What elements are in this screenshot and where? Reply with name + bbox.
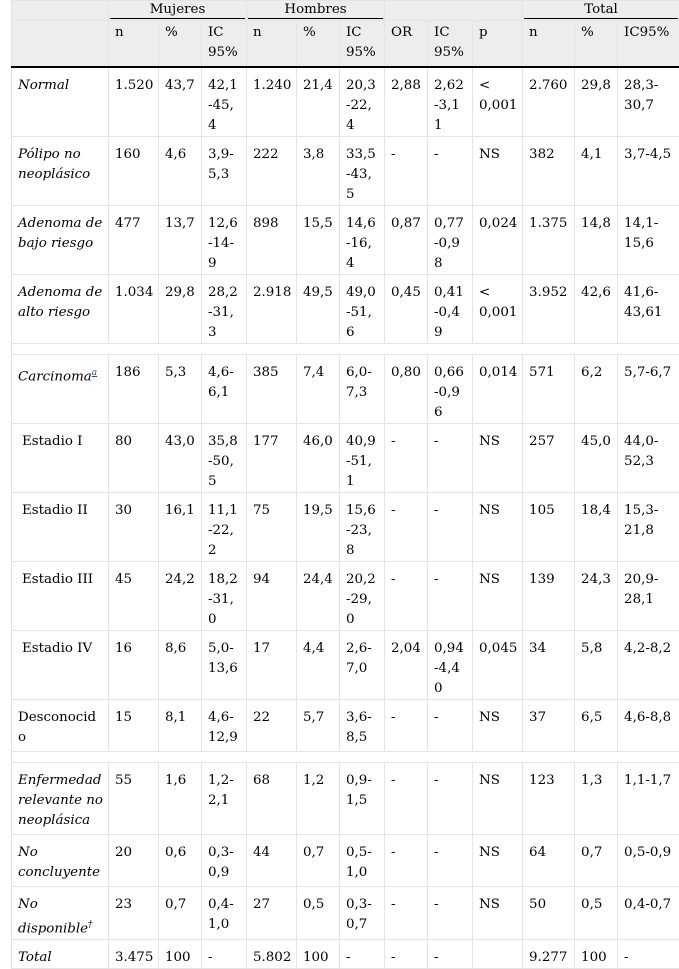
- cell-or: 0,45: [385, 275, 428, 344]
- cell-m-n: 45: [109, 562, 159, 631]
- cell-h-pct: 3,8: [297, 137, 340, 206]
- cell-h-n: 385: [247, 355, 297, 424]
- cell-or: 0,80: [385, 355, 428, 424]
- cell-h-n: 222: [247, 137, 297, 206]
- cell-m-pct: 5,3: [159, 355, 202, 424]
- cell-m-pct: 43,0: [159, 424, 202, 493]
- spacer-row: [12, 344, 679, 355]
- cell-or-ic: -: [428, 835, 473, 887]
- cell-or-ic: -: [428, 562, 473, 631]
- cell-m-n: 3.475: [109, 940, 159, 969]
- cell-t-ic: 20,9-28,1: [618, 562, 679, 631]
- cell-m-n: 1.034: [109, 275, 159, 344]
- results-table: [11, 0, 679, 969]
- group-hombres: Hombres: [247, 1, 385, 21]
- table-row: [12, 355, 679, 424]
- row-label: Carcinoma$^a$: [12, 355, 109, 424]
- cell-or: -: [385, 940, 428, 969]
- cell-or: 0,87: [385, 206, 428, 275]
- row-label: Total: [12, 940, 109, 969]
- cell-m-ic: 4,6-6,1: [202, 355, 247, 424]
- cell-p: < 0,001: [473, 275, 523, 344]
- cell-or-ic: -: [428, 887, 473, 940]
- cell-h-ic: 0,3-0,7: [340, 887, 385, 940]
- cell-m-n: 1.520: [109, 67, 159, 137]
- cell-or: -: [385, 562, 428, 631]
- cell-m-ic: -: [202, 940, 247, 969]
- col-header-label: [12, 21, 109, 68]
- cell-t-ic: 28,3-30,7: [618, 67, 679, 137]
- cell-or: -: [385, 137, 428, 206]
- row-label: Estadio I: [12, 424, 109, 493]
- cell-h-n: 75: [247, 493, 297, 562]
- cell-t-n: 123: [523, 763, 575, 835]
- group-mujeres: Mujeres: [109, 1, 247, 21]
- table-row: [12, 206, 679, 275]
- cell-t-n: 382: [523, 137, 575, 206]
- cell-m-n: 20: [109, 835, 159, 887]
- cell-or-ic: 0,41-0,49: [428, 275, 473, 344]
- cell-t-n: 50: [523, 887, 575, 940]
- cell-p: NS: [473, 424, 523, 493]
- cell-m-pct: 100: [159, 940, 202, 969]
- cell-h-ic: 20,3-22,4: [340, 67, 385, 137]
- footnote-dagger: †: [88, 920, 93, 930]
- col-header-h-ic: IC 95%: [340, 21, 385, 68]
- cell-or-ic: 0,66-0,96: [428, 355, 473, 424]
- cell-m-ic: 3,9-5,3: [202, 137, 247, 206]
- row-label: Estadio IV: [12, 631, 109, 700]
- cell-m-ic: 0,4-1,0: [202, 887, 247, 940]
- row-label: Desconocido: [12, 700, 109, 752]
- cell-t-n: 3.952: [523, 275, 575, 344]
- cell-t-pct: 6,5: [575, 700, 618, 752]
- cell-t-ic: 14,1-15,6: [618, 206, 679, 275]
- cell-m-n: 160: [109, 137, 159, 206]
- col-header-h-n: n: [247, 21, 297, 68]
- cell-t-n: 64: [523, 835, 575, 887]
- cell-m-ic: 12,6-14-9: [202, 206, 247, 275]
- cell-h-pct: 100: [297, 940, 340, 969]
- group-total: Total: [523, 1, 679, 21]
- row-label: Estadio III: [12, 562, 109, 631]
- col-header-t-pct: %: [575, 21, 618, 68]
- cell-t-n: 139: [523, 562, 575, 631]
- cell-h-n: 94: [247, 562, 297, 631]
- cell-h-n: 17: [247, 631, 297, 700]
- column-header-row: [12, 21, 679, 68]
- cell-m-pct: 4,6: [159, 137, 202, 206]
- cell-or: 2,04: [385, 631, 428, 700]
- cell-p: [473, 940, 523, 969]
- cell-m-n: 23: [109, 887, 159, 940]
- cell-or: -: [385, 424, 428, 493]
- cell-t-n: 37: [523, 700, 575, 752]
- cell-or: -: [385, 835, 428, 887]
- cell-or: -: [385, 763, 428, 835]
- col-header-p: p: [473, 21, 523, 68]
- cell-t-n: 571: [523, 355, 575, 424]
- cell-or-ic: -: [428, 493, 473, 562]
- cell-t-pct: 0,7: [575, 835, 618, 887]
- cell-t-n: 1.375: [523, 206, 575, 275]
- cell-h-ic: 15,6-23,8: [340, 493, 385, 562]
- col-header-h-pct: %: [297, 21, 340, 68]
- cell-h-n: 2.918: [247, 275, 297, 344]
- row-label: Enfermedad relevante no neoplásica: [12, 763, 109, 835]
- cell-p: 0,024: [473, 206, 523, 275]
- cell-m-ic: 4,6-12,9: [202, 700, 247, 752]
- cell-m-ic: 5,0-13,6: [202, 631, 247, 700]
- cell-t-ic: 1,1-1,7: [618, 763, 679, 835]
- cell-h-n: 27: [247, 887, 297, 940]
- cell-t-pct: 18,4: [575, 493, 618, 562]
- row-label: Estadio II: [12, 493, 109, 562]
- cell-h-ic: 6,0-7,3: [340, 355, 385, 424]
- table-row: [12, 835, 679, 887]
- cell-m-ic: 42,1-45,4: [202, 67, 247, 137]
- cell-m-n: 55: [109, 763, 159, 835]
- row-label: Adenoma de alto riesgo: [12, 275, 109, 344]
- cell-t-ic: 4,2-8,2: [618, 631, 679, 700]
- cell-t-n: 257: [523, 424, 575, 493]
- cell-m-ic: 0,3-0,9: [202, 835, 247, 887]
- cell-or-ic: -: [428, 137, 473, 206]
- cell-t-pct: 6,2: [575, 355, 618, 424]
- row-label: No concluyente: [12, 835, 109, 887]
- cell-h-pct: 19,5: [297, 493, 340, 562]
- cell-p: NS: [473, 700, 523, 752]
- cell-h-n: 177: [247, 424, 297, 493]
- cell-h-ic: 49,0-51,6: [340, 275, 385, 344]
- cell-t-pct: 14,8: [575, 206, 618, 275]
- cell-t-ic: 15,3-21,8: [618, 493, 679, 562]
- table-row: [12, 763, 679, 835]
- cell-h-pct: 49,5: [297, 275, 340, 344]
- cell-or-ic: 2,62-3,11: [428, 67, 473, 137]
- cell-t-n: 105: [523, 493, 575, 562]
- cell-t-pct: 0,5: [575, 887, 618, 940]
- cell-t-ic: 5,7-6,7: [618, 355, 679, 424]
- cell-p: 0,014: [473, 355, 523, 424]
- spacer-row: [12, 752, 679, 763]
- cell-p: < 0,001: [473, 67, 523, 137]
- cell-t-pct: 24,3: [575, 562, 618, 631]
- cell-m-ic: 18,2-31,0: [202, 562, 247, 631]
- row-label: Adenoma de bajo riesgo: [12, 206, 109, 275]
- table-row: [12, 887, 679, 940]
- cell-t-pct: 5,8: [575, 631, 618, 700]
- cell-p: NS: [473, 493, 523, 562]
- cell-m-ic: 11,1-22,2: [202, 493, 247, 562]
- col-header-t-n: n: [523, 21, 575, 68]
- cell-h-pct: 5,7: [297, 700, 340, 752]
- table-row: [12, 700, 679, 752]
- col-header-m-pct: %: [159, 21, 202, 68]
- cell-t-ic: 44,0-52,3: [618, 424, 679, 493]
- cell-p: NS: [473, 562, 523, 631]
- cell-t-ic: 3,7-4,5: [618, 137, 679, 206]
- cell-or: -: [385, 700, 428, 752]
- cell-t-n: 34: [523, 631, 575, 700]
- cell-t-pct: 45,0: [575, 424, 618, 493]
- cell-m-pct: 8,1: [159, 700, 202, 752]
- cell-t-pct: 1,3: [575, 763, 618, 835]
- col-header-or: OR: [385, 21, 428, 68]
- cell-h-n: 68: [247, 763, 297, 835]
- cell-m-n: 186: [109, 355, 159, 424]
- table-row: [12, 137, 679, 206]
- cell-t-ic: 0,5-0,9: [618, 835, 679, 887]
- cell-t-pct: 100: [575, 940, 618, 969]
- cell-or-ic: 0,94-4,40: [428, 631, 473, 700]
- col-header-or-ic: IC 95%: [428, 21, 473, 68]
- cell-m-n: 80: [109, 424, 159, 493]
- cell-t-ic: -: [618, 940, 679, 969]
- cell-or: -: [385, 887, 428, 940]
- cell-m-pct: 16,1: [159, 493, 202, 562]
- cell-or-ic: -: [428, 940, 473, 969]
- table-row: [12, 424, 679, 493]
- cell-m-pct: 8,6: [159, 631, 202, 700]
- table-row: [12, 631, 679, 700]
- cell-or-ic: -: [428, 424, 473, 493]
- cell-h-ic: 33,5-43,5: [340, 137, 385, 206]
- cell-t-pct: 4,1: [575, 137, 618, 206]
- row-label: Normal: [12, 67, 109, 137]
- cell-m-n: 477: [109, 206, 159, 275]
- cell-h-ic: 20,2-29,0: [340, 562, 385, 631]
- cell-m-pct: 43,7: [159, 67, 202, 137]
- cell-m-pct: 13,7: [159, 206, 202, 275]
- cell-t-pct: 42,6: [575, 275, 618, 344]
- cell-t-n: 9.277: [523, 940, 575, 969]
- cell-m-n: 30: [109, 493, 159, 562]
- cell-h-pct: 21,4: [297, 67, 340, 137]
- cell-h-ic: -: [340, 940, 385, 969]
- cell-h-pct: 24,4: [297, 562, 340, 631]
- table-row: [12, 67, 679, 137]
- cell-h-pct: 4,4: [297, 631, 340, 700]
- cell-p: NS: [473, 137, 523, 206]
- cell-or-ic: -: [428, 763, 473, 835]
- cell-h-ic: 14,6-16,4: [340, 206, 385, 275]
- cell-h-pct: 15,5: [297, 206, 340, 275]
- cell-or-ic: -: [428, 700, 473, 752]
- cell-p: 0,045: [473, 631, 523, 700]
- cell-h-n: 1.240: [247, 67, 297, 137]
- group-header-row: [12, 1, 679, 21]
- cell-h-ic: 0,9-1,5: [340, 763, 385, 835]
- cell-h-ic: 40,9-51,1: [340, 424, 385, 493]
- cell-p: NS: [473, 835, 523, 887]
- cell-h-ic: 3,6-8,5: [340, 700, 385, 752]
- cell-m-n: 15: [109, 700, 159, 752]
- cell-m-ic: 28,2-31,3: [202, 275, 247, 344]
- table-row: [12, 275, 679, 344]
- cell-h-pct: 0,7: [297, 835, 340, 887]
- cell-m-pct: 0,7: [159, 887, 202, 940]
- cell-p: NS: [473, 887, 523, 940]
- footnote-a-link[interactable]: a: [92, 368, 97, 378]
- cell-m-pct: 1,6: [159, 763, 202, 835]
- row-label: No disponible†: [12, 887, 109, 940]
- cell-t-n: 2.760: [523, 67, 575, 137]
- cell-m-ic: 35,8-50,5: [202, 424, 247, 493]
- cell-h-pct: 1,2: [297, 763, 340, 835]
- cell-h-ic: 0,5-1,0: [340, 835, 385, 887]
- group-empty: [385, 1, 523, 21]
- cell-t-ic: 41,6-43,61: [618, 275, 679, 344]
- table-row: [12, 493, 679, 562]
- col-header-m-n: n: [109, 21, 159, 68]
- cell-p: NS: [473, 763, 523, 835]
- col-header-m-ic: IC 95%: [202, 21, 247, 68]
- row-label: Pólipo no neoplásico: [12, 137, 109, 206]
- cell-or-ic: 0,77-0,98: [428, 206, 473, 275]
- cell-m-pct: 24,2: [159, 562, 202, 631]
- col-header-t-ic: IC95%: [618, 21, 679, 68]
- total-row: [12, 940, 679, 969]
- cell-m-pct: 0,6: [159, 835, 202, 887]
- cell-t-pct: 29,8: [575, 67, 618, 137]
- cell-h-n: 44: [247, 835, 297, 887]
- cell-m-pct: 29,8: [159, 275, 202, 344]
- cell-h-pct: 0,5: [297, 887, 340, 940]
- cell-h-ic: 2,6-7,0: [340, 631, 385, 700]
- cell-or: 2,88: [385, 67, 428, 137]
- cell-t-ic: 0,4-0,7: [618, 887, 679, 940]
- corner-cell: [12, 1, 109, 21]
- table-row: [12, 562, 679, 631]
- cell-h-pct: 7,4: [297, 355, 340, 424]
- cell-m-ic: 1,2-2,1: [202, 763, 247, 835]
- cell-h-pct: 46,0: [297, 424, 340, 493]
- cell-t-ic: 4,6-8,8: [618, 700, 679, 752]
- cell-h-n: 22: [247, 700, 297, 752]
- cell-h-n: 898: [247, 206, 297, 275]
- cell-h-n: 5.802: [247, 940, 297, 969]
- cell-m-n: 16: [109, 631, 159, 700]
- cell-or: -: [385, 493, 428, 562]
